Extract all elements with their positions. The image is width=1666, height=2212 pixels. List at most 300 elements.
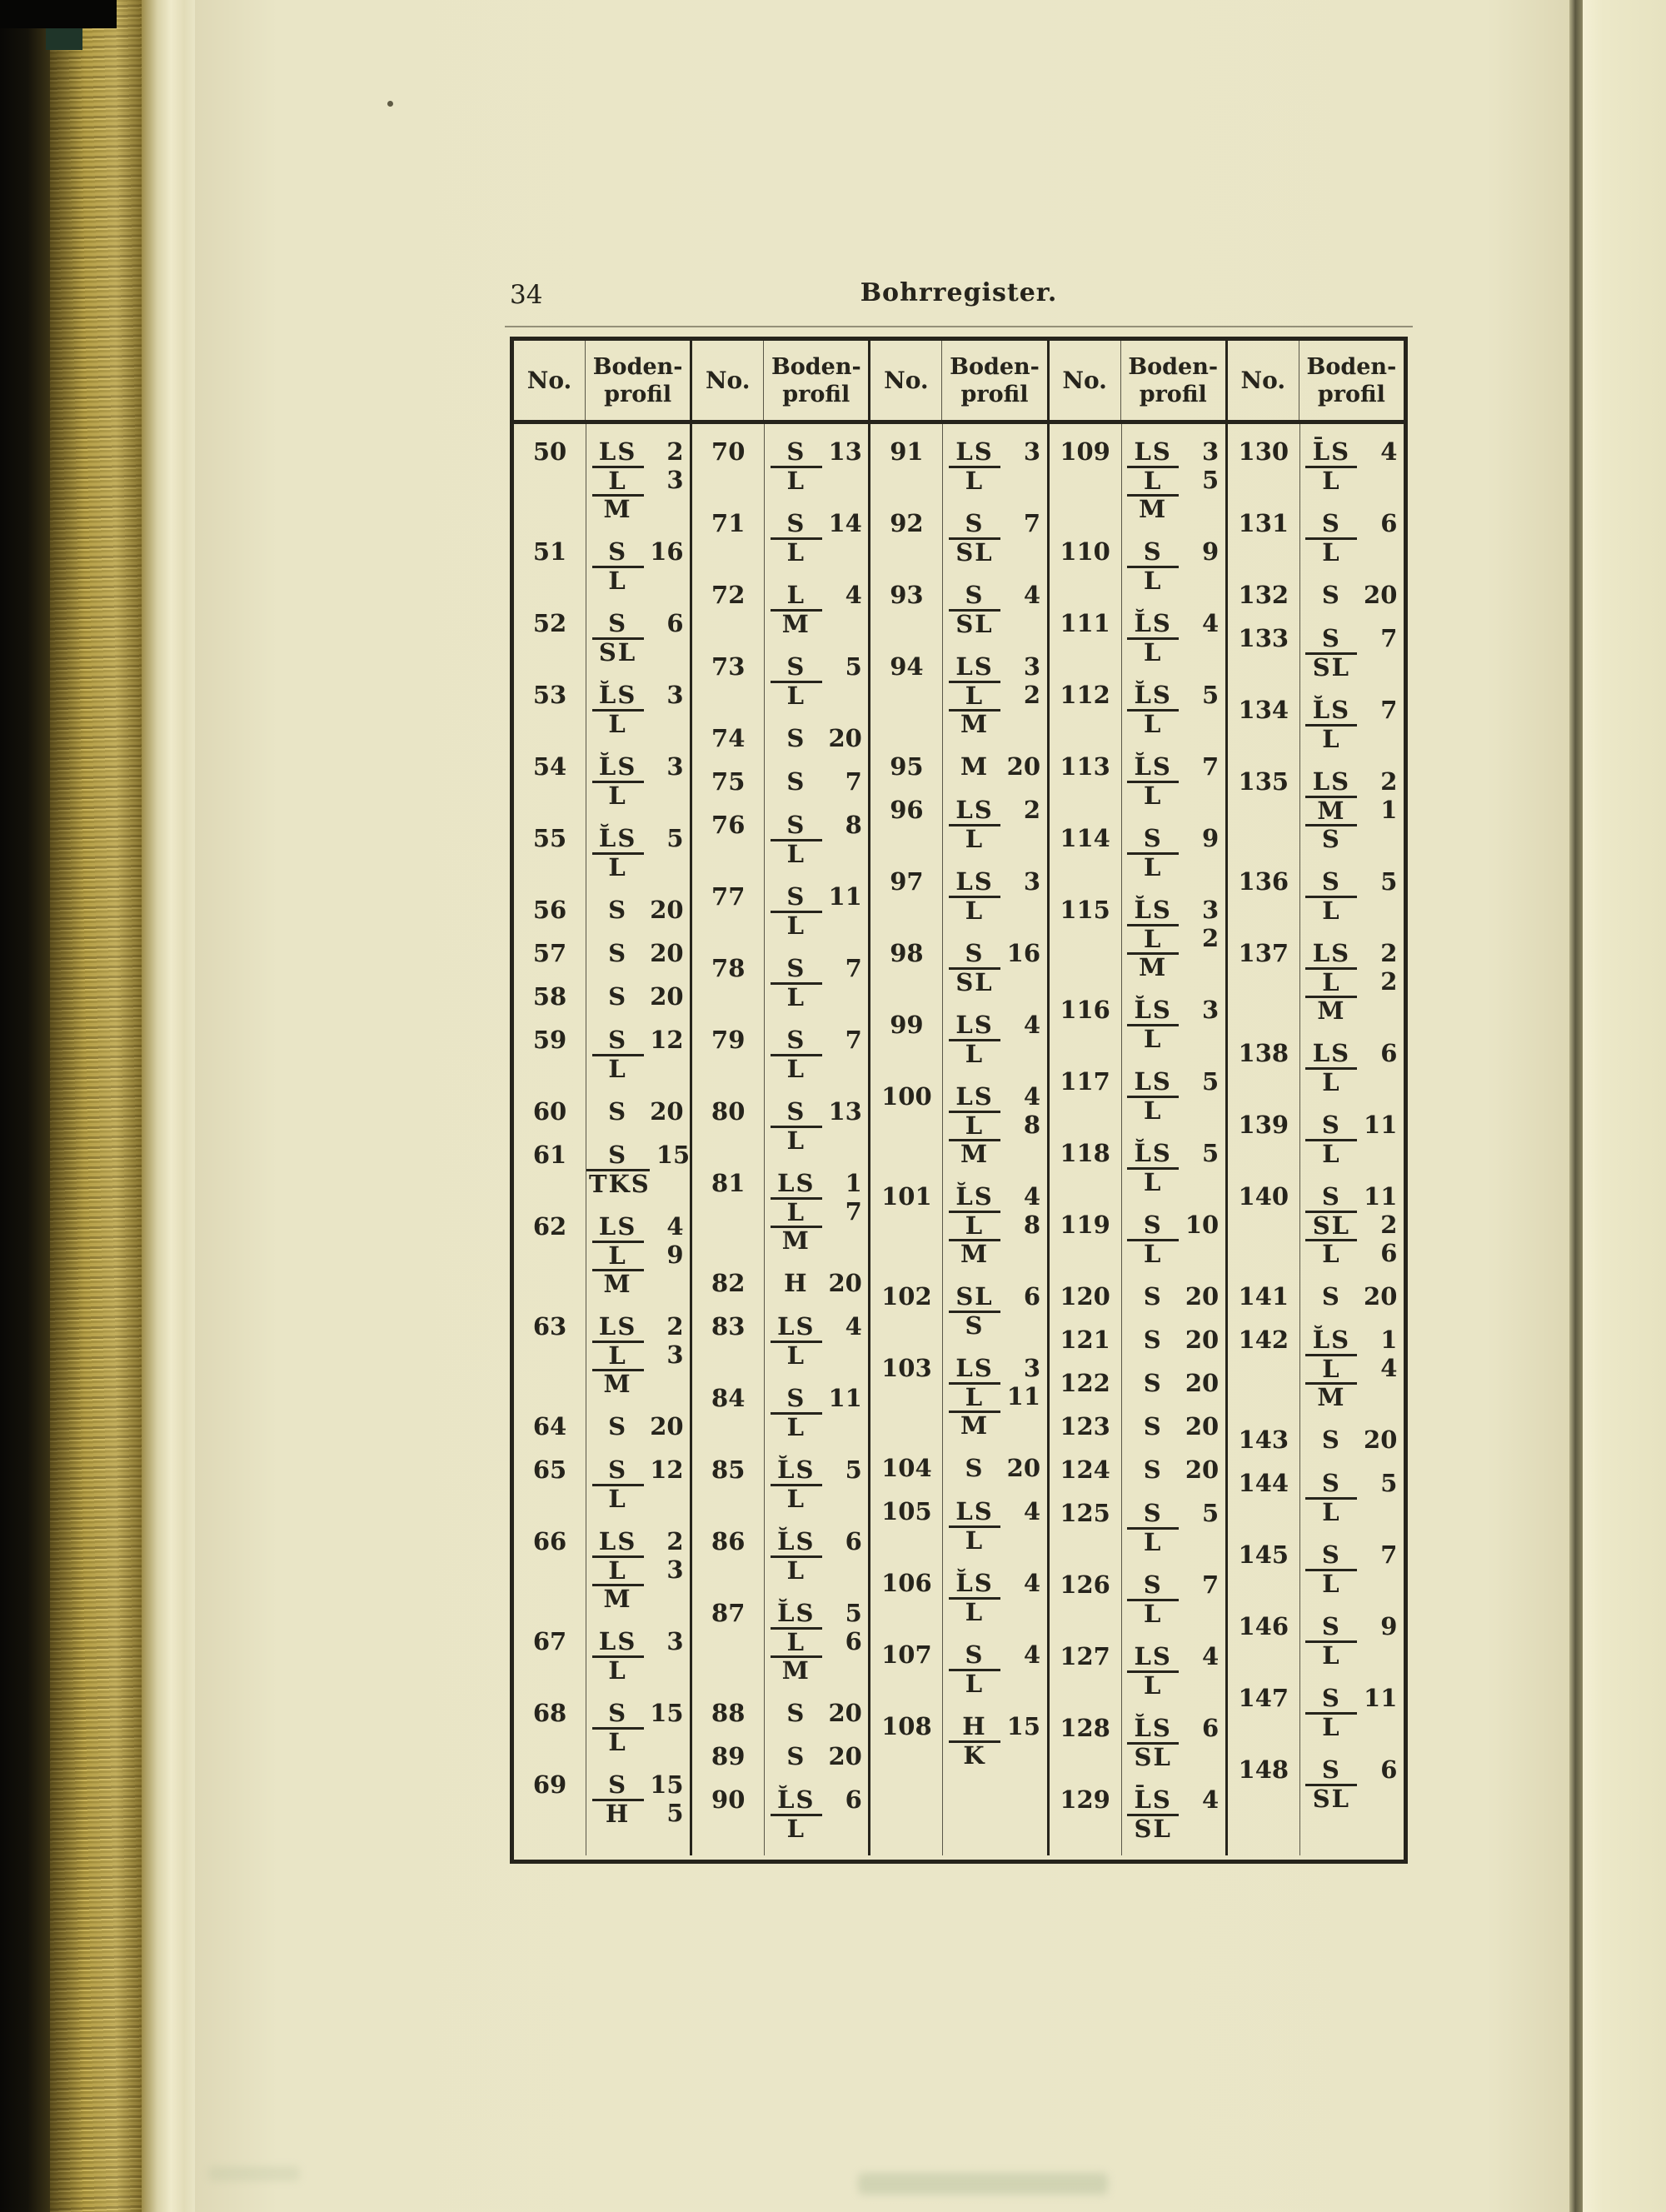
soil-profile (1127, 824, 1219, 881)
layer-symbol: SL (1305, 1211, 1357, 1239)
entry-profile-wrap (1121, 1326, 1225, 1354)
entry-row (692, 811, 868, 867)
entry-row (1050, 609, 1225, 666)
layer-depth: 13 (828, 1097, 862, 1126)
layer-depth: 2 (1380, 939, 1398, 967)
soil-profile (1127, 1785, 1219, 1842)
soil-profile (1305, 1111, 1397, 1167)
layer-symbol: S (965, 509, 985, 537)
entry-profile-wrap (942, 939, 1046, 996)
layer-depth (1000, 1740, 1040, 1769)
soil-profile (771, 1384, 862, 1441)
soil-profile (771, 882, 862, 939)
entry-row (692, 1456, 868, 1512)
layer-depth: 4 (1202, 1642, 1220, 1670)
layer-symbol: L (1305, 537, 1357, 566)
entry-profile-wrap (764, 767, 868, 796)
layer-depth: 16 (650, 537, 684, 566)
layer-depth: 5 (1202, 1067, 1220, 1096)
layer-symbol: L (592, 709, 644, 737)
layer-depth (1000, 709, 1040, 737)
header-no-label: No. (870, 341, 942, 420)
layer-depth (1179, 1024, 1219, 1052)
layer-depth: 11 (1364, 1182, 1398, 1211)
layer-symbol: L (771, 1627, 822, 1655)
layer-symbol: L (771, 982, 822, 1011)
layer-depth (1179, 852, 1219, 881)
entry-no: 117 (1060, 1067, 1110, 1096)
soil-profile (771, 954, 862, 1011)
entry-row (692, 1599, 868, 1684)
layer-depth (644, 1584, 684, 1612)
layer-symbol: M (949, 1239, 1000, 1267)
layer-symbol: S (965, 939, 985, 967)
layer-symbol: L (949, 1597, 1000, 1625)
layer-depth (1000, 1597, 1040, 1625)
soil-profile (771, 1699, 862, 1727)
layer-depth: 6 (845, 1627, 862, 1655)
layer-depth (822, 1484, 862, 1512)
layer-symbol: L̆S (1312, 696, 1351, 724)
soil-profile (949, 867, 1040, 924)
entry-no: 70 (711, 437, 746, 466)
entry-profile-wrap (586, 1026, 690, 1082)
layer-depth: 3 (1202, 437, 1220, 466)
layer-symbol: L (592, 1341, 644, 1369)
layer-symbol: L (592, 1555, 644, 1584)
layer-depth (644, 1054, 684, 1082)
entry-no: 84 (711, 1384, 746, 1412)
entry-row (1050, 1139, 1225, 1196)
layer-depth (822, 1341, 862, 1369)
soil-profile (592, 1312, 684, 1397)
layer-symbol: L (771, 1555, 822, 1584)
entry-no: 148 (1238, 1755, 1289, 1784)
layer-depth (1179, 1670, 1219, 1699)
entry-profile-wrap (764, 1169, 868, 1254)
soil-profile (771, 652, 862, 709)
entry-profile-wrap (586, 1627, 690, 1684)
layer-depth: 7 (845, 954, 862, 982)
layer-symbol: L̆S (598, 824, 637, 852)
gilded-page-edges (50, 0, 142, 2212)
entry-row (870, 437, 1046, 494)
entry-profile-wrap (1299, 1755, 1404, 1812)
entry-row (1228, 1426, 1404, 1454)
soil-profile (1305, 1540, 1397, 1597)
entry-row (514, 752, 690, 809)
layer-depth: 7 (845, 1026, 862, 1054)
layer-depth: 15 (650, 1770, 684, 1799)
entry-row (1050, 1282, 1225, 1311)
layer-depth: 3 (666, 681, 684, 709)
entry-profile-wrap (586, 1412, 690, 1441)
ink-speck (387, 101, 393, 107)
layer-symbol: L̆S (1134, 681, 1172, 709)
layer-depth: 8 (1023, 1111, 1040, 1139)
entry-row (1228, 624, 1404, 681)
layer-symbol: S (1143, 1282, 1163, 1311)
entry-no: 61 (532, 1141, 567, 1169)
entry-row (1228, 1039, 1404, 1096)
entry-row (1050, 1456, 1225, 1484)
entry-row (514, 1699, 690, 1755)
layer-symbol: S (786, 954, 806, 982)
layer-symbol: H (962, 1712, 987, 1740)
entry-profile-wrap (942, 867, 1046, 924)
layer-symbol: S (1143, 1499, 1163, 1527)
entry-row (870, 581, 1046, 637)
entry-no: 87 (711, 1599, 746, 1627)
soil-profile (771, 1269, 862, 1297)
layer-depth: 5 (666, 1799, 684, 1827)
header-profile-line2: profil (960, 381, 1029, 407)
layer-depth: 4 (1023, 1640, 1040, 1669)
layer-symbol: L (1305, 1139, 1357, 1167)
layer-depth: 4 (845, 1312, 862, 1341)
layer-depth: 7 (1380, 624, 1398, 652)
layer-symbol: L (1127, 1239, 1179, 1267)
layer-depth: 20 (828, 1269, 862, 1297)
layer-symbol: L̆S (777, 1527, 816, 1555)
layer-symbol: S (1321, 867, 1341, 896)
layer-symbol: S (1321, 1182, 1341, 1211)
entry-row (870, 1640, 1046, 1697)
layer-depth (1357, 724, 1397, 752)
layer-depth (1179, 1599, 1219, 1627)
layer-symbol: LS (598, 1627, 637, 1655)
soil-profile (1305, 867, 1397, 924)
entry-no: 105 (881, 1497, 932, 1525)
entry-row (514, 1456, 690, 1512)
layer-depth: 3 (1202, 996, 1220, 1024)
layer-symbol: L (592, 852, 644, 881)
layer-depth: 6 (666, 609, 684, 637)
soil-profile (586, 1141, 690, 1197)
layer-symbol: L (771, 1484, 822, 1512)
entry-no: 95 (890, 752, 924, 781)
layer-depth: 6 (1023, 1282, 1040, 1311)
layer-symbol: LS (955, 1497, 994, 1525)
entry-row (692, 437, 868, 494)
entry-no: 79 (711, 1026, 746, 1054)
entry-profile-wrap (586, 681, 690, 737)
layer-depth (1000, 1139, 1040, 1167)
layer-depth: 9 (666, 1241, 684, 1269)
entry-row (870, 1569, 1046, 1625)
layer-symbol: S (1143, 1570, 1163, 1599)
layer-symbol: L (949, 466, 1000, 494)
entry-no: 58 (532, 982, 567, 1011)
soil-profile (949, 1011, 1040, 1067)
layer-depth: 6 (1202, 1714, 1220, 1742)
layer-symbol: SL (1127, 1814, 1179, 1842)
entry-row (1050, 752, 1225, 809)
soil-profile (1305, 509, 1397, 566)
layer-depth (822, 839, 862, 867)
entry-no: 121 (1060, 1326, 1110, 1354)
entry-profile-wrap (1121, 996, 1225, 1052)
layer-symbol: L (771, 1341, 822, 1369)
entry-profile-wrap (1299, 939, 1404, 1024)
header-profile-line2: profil (1317, 381, 1385, 407)
page-title: Bohrregister. (860, 278, 1058, 307)
layer-depth (644, 781, 684, 809)
layer-symbol: M (1305, 996, 1357, 1024)
soil-profile (592, 752, 684, 809)
book-left-edge-shadow (0, 0, 50, 2212)
entry-profile-wrap (1299, 1039, 1404, 1096)
layer-depth: 2 (1380, 967, 1398, 996)
entry-profile-wrap (586, 1212, 690, 1297)
soil-profile (1305, 1282, 1397, 1311)
layer-depth: 2 (1380, 767, 1398, 796)
layer-symbol: LS (598, 1312, 637, 1341)
layer-symbol: S (608, 982, 628, 1011)
layer-depth: 10 (1185, 1211, 1220, 1239)
page-number: 34 (510, 280, 543, 310)
layer-symbol: L (771, 1054, 822, 1082)
layer-depth: 20 (828, 1742, 862, 1770)
body-column-group (1228, 424, 1404, 1855)
layer-symbol: L (1305, 1354, 1357, 1382)
layer-depth (1179, 637, 1219, 666)
layer-symbol: L (592, 566, 644, 594)
soil-profile (1127, 896, 1219, 981)
entry-profile-wrap (1121, 824, 1225, 881)
layer-depth: 20 (1364, 1282, 1398, 1311)
entry-no: 115 (1060, 896, 1110, 924)
soil-profile (1127, 1714, 1219, 1770)
layer-depth (1179, 952, 1219, 981)
soil-profile (1127, 1211, 1219, 1267)
layer-symbol: M (1127, 952, 1179, 981)
entry-profile-wrap (942, 1569, 1046, 1625)
layer-symbol: SL (592, 637, 644, 666)
entry-no: 99 (890, 1011, 924, 1039)
entry-row (514, 896, 690, 924)
layer-symbol: L (592, 1655, 644, 1684)
entry-profile-wrap (1299, 867, 1404, 924)
entry-no: 69 (532, 1770, 567, 1799)
entry-no: 143 (1238, 1426, 1289, 1454)
header-no-label: No. (1050, 341, 1121, 420)
soil-profile (1127, 1067, 1219, 1124)
entry-no: 103 (881, 1354, 932, 1382)
entry-row (1050, 1714, 1225, 1770)
entry-profile-wrap (1299, 437, 1404, 494)
layer-symbol: K (949, 1740, 1000, 1769)
entry-no: 111 (1060, 609, 1110, 637)
layer-symbol: S (1143, 1211, 1163, 1239)
layer-symbol: L (1305, 1640, 1357, 1669)
layer-symbol: S (1143, 1326, 1163, 1354)
entry-no: 50 (532, 437, 567, 466)
bleed-through-smudge (858, 2173, 1108, 2195)
soil-profile (1127, 996, 1219, 1052)
layer-depth: 7 (1380, 1540, 1398, 1569)
entry-row (692, 767, 868, 796)
layer-symbol: S (608, 1141, 628, 1169)
entry-profile-wrap (1121, 1412, 1225, 1441)
entry-no: 110 (1060, 537, 1110, 566)
entry-profile-wrap (586, 982, 690, 1011)
entry-no: 133 (1238, 624, 1289, 652)
entry-no: 80 (711, 1097, 746, 1126)
header-profile-label (586, 341, 690, 420)
layer-symbol: H (784, 1269, 809, 1297)
layer-depth: 2 (1023, 681, 1040, 709)
soil-profile (949, 1082, 1040, 1167)
layer-symbol: M (949, 709, 1000, 737)
entry-profile-wrap (586, 437, 690, 522)
layer-depth (1000, 967, 1040, 996)
layer-depth (1000, 1525, 1040, 1554)
entry-profile-wrap (586, 537, 690, 594)
entry-row (692, 954, 868, 1011)
layer-depth (1357, 466, 1397, 494)
header-no-label: No. (692, 341, 764, 420)
layer-symbol: L (592, 1484, 644, 1512)
layer-depth (822, 466, 862, 494)
layer-depth: 20 (1006, 752, 1040, 781)
entry-no: 135 (1238, 767, 1289, 796)
soil-profile (1127, 1369, 1219, 1397)
entry-row (1228, 1540, 1404, 1597)
layer-depth: 4 (1023, 1569, 1040, 1597)
entry-no: 93 (890, 581, 924, 609)
layer-depth: 4 (1023, 581, 1040, 609)
entry-row (1228, 581, 1404, 609)
layer-depth (1000, 824, 1040, 852)
entry-row (1050, 1369, 1225, 1397)
soil-profile (1127, 1326, 1219, 1354)
entry-profile-wrap (586, 1097, 690, 1126)
layer-symbol: L (949, 896, 1000, 924)
entry-profile-wrap (942, 652, 1046, 737)
layer-depth: 4 (1023, 1011, 1040, 1039)
entry-row (514, 1141, 690, 1197)
soil-profile (949, 752, 1040, 781)
entry-row (870, 1282, 1046, 1339)
header-no-label: No. (514, 341, 586, 420)
entry-profile-wrap (942, 1354, 1046, 1439)
entry-profile-wrap (764, 1699, 868, 1727)
entry-profile-wrap (764, 1026, 868, 1082)
layer-symbol: L (1127, 1527, 1179, 1555)
entry-no: 71 (711, 509, 746, 537)
layer-depth: 20 (1185, 1282, 1220, 1311)
entry-profile-wrap (1121, 752, 1225, 809)
soil-profile (771, 811, 862, 867)
soil-profile (771, 509, 862, 566)
layer-symbol: L̆S (1134, 1139, 1172, 1167)
entry-profile-wrap (764, 652, 868, 709)
soil-profile (771, 1097, 862, 1154)
entry-no: 62 (532, 1212, 567, 1241)
entry-profile-wrap (1121, 537, 1225, 594)
entry-profile-wrap (942, 1640, 1046, 1697)
layer-depth (1179, 781, 1219, 809)
layer-symbol: L (1127, 1599, 1179, 1627)
layer-depth: 2 (666, 437, 684, 466)
layer-depth: 11 (828, 882, 862, 911)
soil-profile (1127, 1570, 1219, 1627)
entry-no: 76 (711, 811, 746, 839)
layer-depth: 11 (1006, 1382, 1040, 1411)
layer-depth (1179, 566, 1219, 594)
layer-depth: 4 (1023, 1082, 1040, 1111)
soil-profile (592, 824, 684, 881)
layer-depth: 4 (1202, 609, 1220, 637)
layer-symbol: L (771, 1126, 822, 1154)
layer-depth: 2 (1380, 1211, 1398, 1239)
layer-depth: 15 (656, 1141, 691, 1169)
entry-profile-wrap (586, 1141, 690, 1197)
layer-symbol: S (786, 1384, 806, 1412)
entry-profile-wrap (1121, 1456, 1225, 1484)
layer-symbol: L (1305, 967, 1357, 996)
layer-symbol: L (771, 681, 822, 709)
layer-symbol: M (771, 1226, 822, 1254)
layer-symbol: L (1127, 781, 1179, 809)
layer-symbol: S (1321, 1612, 1341, 1640)
soil-profile (592, 896, 684, 924)
header-profile-label (1299, 341, 1404, 420)
layer-symbol: S (1143, 1412, 1163, 1441)
soil-profile (949, 581, 1040, 637)
layer-depth (1357, 1569, 1397, 1597)
layer-depth: 3 (666, 752, 684, 781)
layer-symbol: L (1127, 709, 1179, 737)
layer-symbol: L (1127, 566, 1179, 594)
layer-symbol: LS (777, 1312, 816, 1341)
entry-no: 104 (881, 1454, 932, 1482)
layer-depth: 4 (1380, 437, 1398, 466)
entry-profile-wrap (586, 1699, 690, 1755)
entry-no: 77 (711, 882, 746, 911)
entry-row (1228, 509, 1404, 566)
layer-depth (1179, 1239, 1219, 1267)
soil-profile (1305, 767, 1397, 852)
layer-symbol: L̆S (1134, 609, 1172, 637)
layer-depth: 15 (1006, 1712, 1040, 1740)
entry-no: 88 (711, 1699, 746, 1727)
header-profile-line2: profil (1139, 381, 1207, 407)
entry-no: 130 (1238, 437, 1289, 466)
entry-no: 73 (711, 652, 746, 681)
layer-symbol: S (786, 1742, 806, 1770)
entry-row (870, 752, 1046, 781)
layer-depth (1357, 1640, 1397, 1669)
entry-profile-wrap (1299, 1540, 1404, 1597)
soil-profile (1127, 1499, 1219, 1555)
entry-row (1050, 996, 1225, 1052)
layer-depth: 4 (666, 1212, 684, 1241)
entry-row (514, 537, 690, 594)
layer-symbol: L̆S (1134, 752, 1172, 781)
entry-profile-wrap (764, 882, 868, 939)
layer-symbol: L (949, 1211, 1000, 1239)
layer-depth (822, 1655, 862, 1684)
layer-depth (1179, 1167, 1219, 1196)
entry-row (1050, 681, 1225, 737)
layer-depth (644, 1484, 684, 1512)
entry-profile-wrap (1121, 1369, 1225, 1397)
layer-depth (822, 1226, 862, 1254)
entry-row (1050, 1499, 1225, 1555)
layer-symbol: S (608, 1097, 628, 1126)
